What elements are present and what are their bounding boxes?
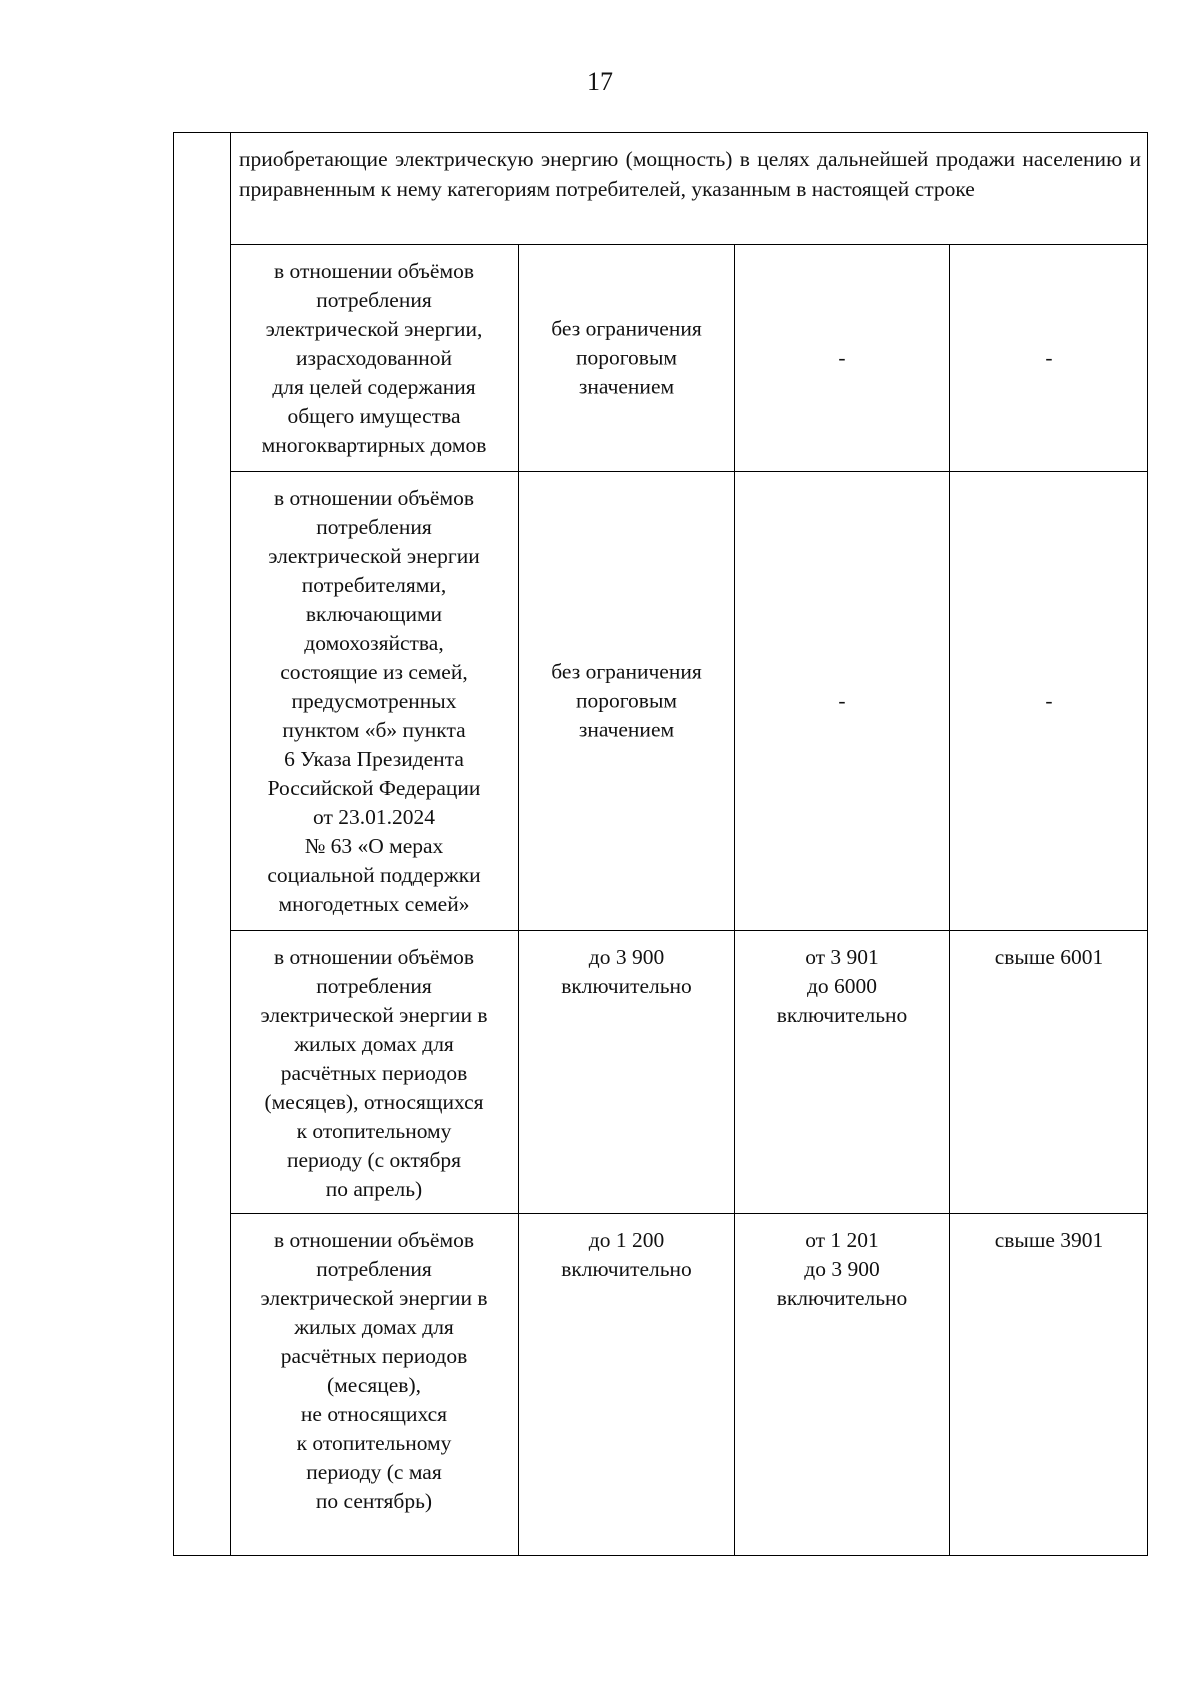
threshold-cell-1 <box>518 472 734 930</box>
threshold-cell-2 <box>734 1214 949 1555</box>
threshold-value-3: - <box>1045 688 1053 713</box>
threshold-value-1: до 3 900 включительно <box>561 945 692 998</box>
threshold-value-2: - <box>838 345 846 370</box>
threshold-cell-1 <box>518 245 734 471</box>
threshold-value-2: - <box>838 688 846 713</box>
row-description: в отношении объёмов потребления электрической энергии потребителями, включающими домохозяйства, состоящие из семей, предусмотренных пунктом «б» пункта 6 Указа Президента Российской Федерации от 23.01.2024 № 63 «О мерах социальной поддержки многодетных семей» <box>267 486 481 916</box>
threshold-value-1: без ограничения пороговым значением <box>551 659 702 742</box>
threshold-cell-3 <box>949 472 1148 930</box>
table-row <box>230 1214 1148 1555</box>
threshold-value-2: от 3 901 до 6000 включительно <box>776 945 908 1027</box>
row-description-cell <box>230 245 518 471</box>
row-description-cell <box>230 472 518 930</box>
threshold-cell-2 <box>734 245 949 471</box>
threshold-cell-1 <box>518 1214 734 1555</box>
row-description: в отношении объёмов потребления электрической энергии в жилых домах для расчётных периодов (месяцев), относящихся к отопительному периоду (с октября по апрель) <box>260 945 488 1201</box>
threshold-cell-3 <box>949 1214 1148 1555</box>
row-description: в отношении объёмов потребления электрической энергии, израсходованной для целей содержания общего имущества многоквартирных домов <box>261 259 487 457</box>
threshold-value-3: свыше 3901 <box>994 1228 1104 1252</box>
threshold-cell-3 <box>949 931 1148 1213</box>
page-number: 17 <box>587 67 613 96</box>
row-description-cell <box>230 931 518 1213</box>
threshold-value-3: - <box>1045 345 1053 370</box>
row-description-cell <box>230 1214 518 1555</box>
row-description: в отношении объёмов потребления электрической энергии в жилых домах для расчётных периодов (месяцев), не относящихся к отопительному периоду (с мая по сентябрь) <box>260 1228 488 1513</box>
table-row <box>230 472 1148 931</box>
threshold-cell-1 <box>518 931 734 1213</box>
threshold-cell-2 <box>734 931 949 1213</box>
table-header-row: приобретающие электрическую энергию (мощность) в целях дальнейшей продажи населению и приравненным к нему категориям потребителей, указанным в настоящей строке <box>230 132 1148 245</box>
threshold-cell-3 <box>949 245 1148 471</box>
table-row <box>230 931 1148 1214</box>
threshold-cell-2 <box>734 472 949 930</box>
table-row <box>230 245 1148 472</box>
threshold-value-1: до 1 200 включительно <box>561 1228 692 1281</box>
threshold-value-3: свыше 6001 <box>994 945 1104 969</box>
threshold-value-2: от 1 201 до 3 900 включительно <box>776 1228 908 1310</box>
threshold-value-1: без ограничения пороговым значением <box>551 316 702 399</box>
